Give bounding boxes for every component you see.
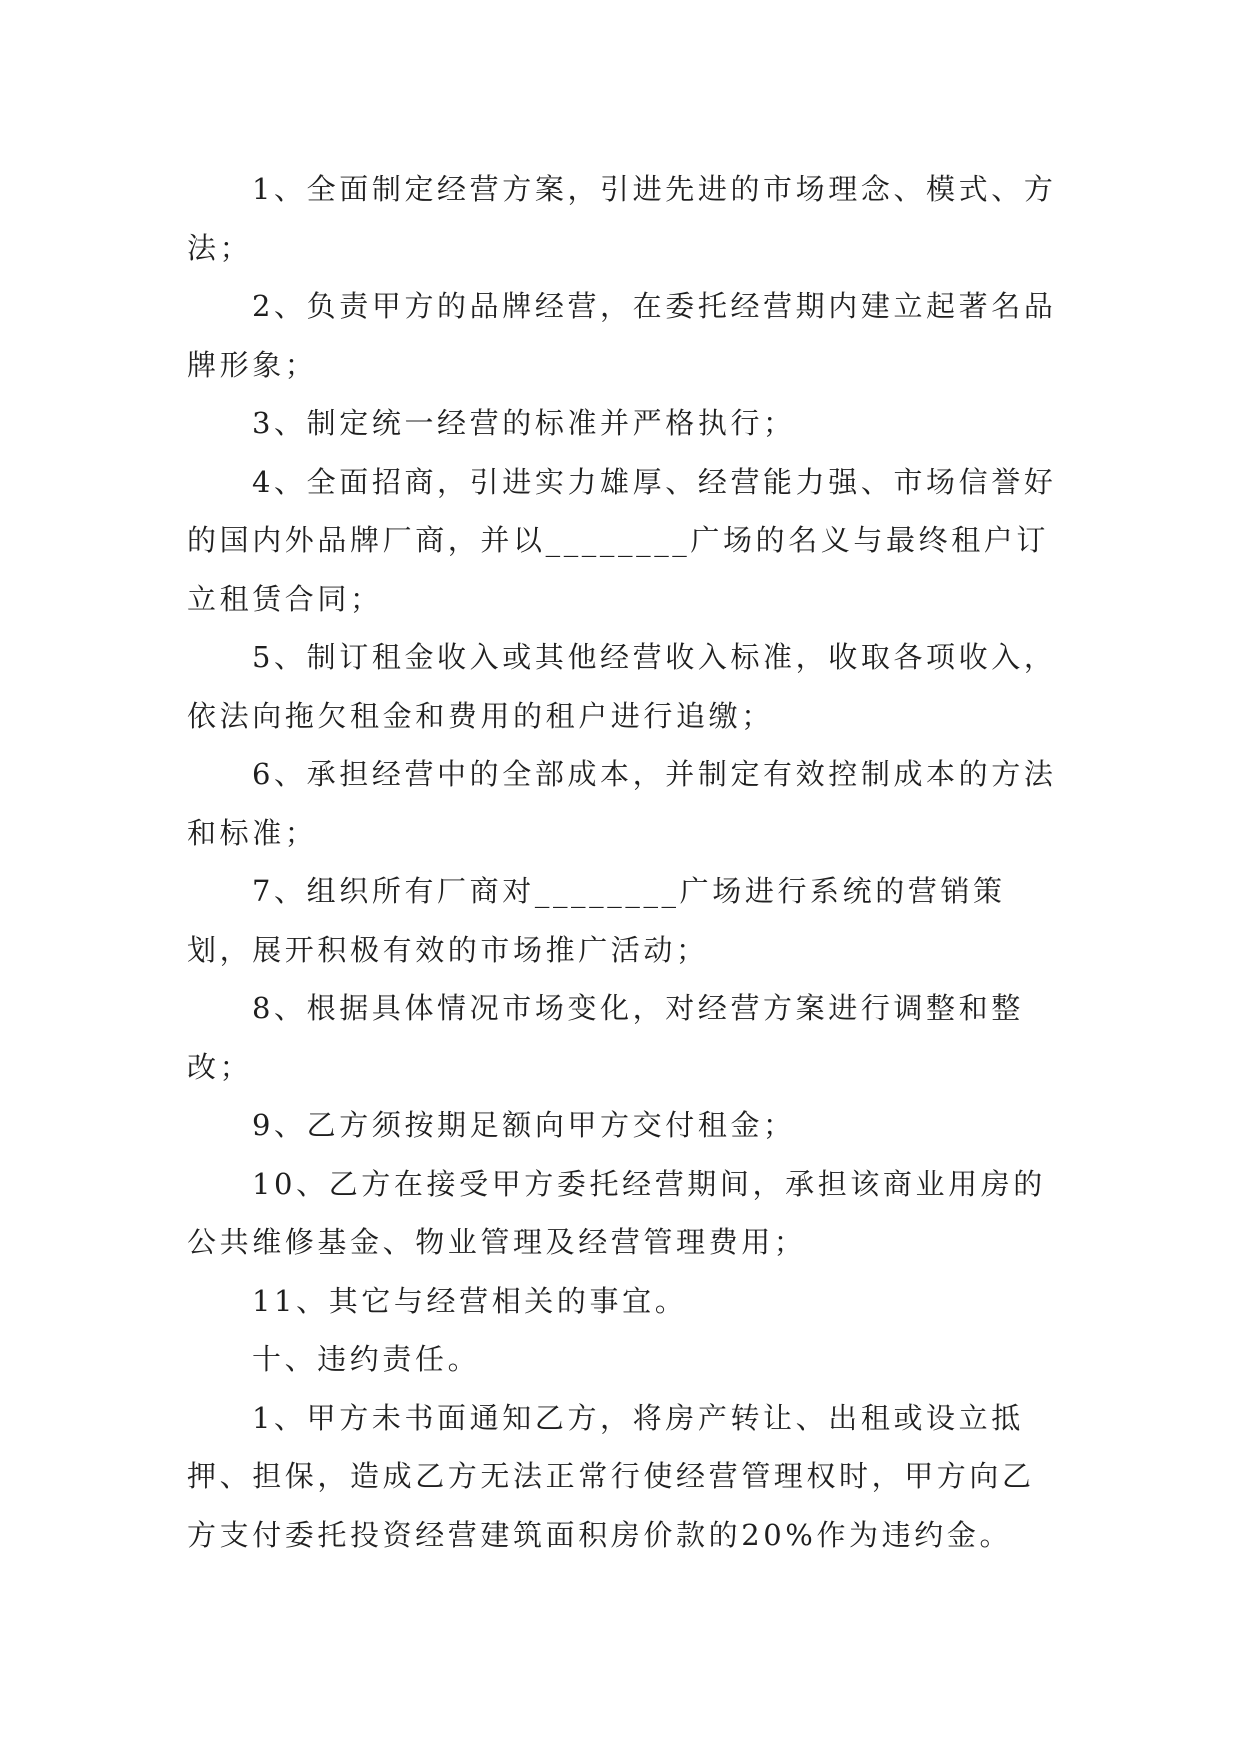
paragraph-item-11: 11、其它与经营相关的事宜。 [252, 1283, 688, 1318]
paragraph-item-7: 7、组织所有厂商对________广场进行系统的营销策划，展开积极有效的市场推广活动； [187, 874, 1006, 967]
breach-clause-1: 1、甲方未书面通知乙方，将房产转让、出租或设立抵押、担保，造成乙方无法正常行使经营管理权时，甲方向乙方支付委托投资经营建筑面积房价款的20%作为违约金。 [187, 1400, 1035, 1552]
paragraph-item-10: 10、乙方在接受甲方委托经营期间，承担该商业用房的公共维修基金、物业管理及经营管理费用； [187, 1166, 1046, 1259]
paragraph-item-8: 8、根据具体情况市场变化，对经营方案进行调整和整改； [187, 991, 1024, 1084]
paragraph-item-4: 4、全面招商，引进实力雄厚、经营能力强、市场信誉好的国内外品牌厂商，并以________广场的名义与最终租户订立租赁合同； [187, 464, 1057, 616]
section-heading-breach: 十、违约责任。 [252, 1342, 481, 1376]
document-body [187, 160, 1057, 1564]
paragraph-item-9: 9、乙方须按期足额向甲方交付租金； [252, 1108, 796, 1142]
paragraph-item-5: 5、制订租金收入或其他经营收入标准，收取各项收入，依法向拖欠租金和费用的租户进行追缴； [187, 640, 1057, 733]
paragraph-item-3: 3、制定统一经营的标准并严格执行； [252, 406, 796, 440]
paragraph-item-2: 2、负责甲方的品牌经营，在委托经营期内建立起著名品牌形象； [187, 289, 1057, 382]
paragraph-item-1: 1、全面制定经营方案，引进先进的市场理念、模式、方法； [187, 172, 1057, 265]
paragraph-item-6: 6、承担经营中的全部成本，并制定有效控制成本的方法和标准； [187, 757, 1057, 850]
